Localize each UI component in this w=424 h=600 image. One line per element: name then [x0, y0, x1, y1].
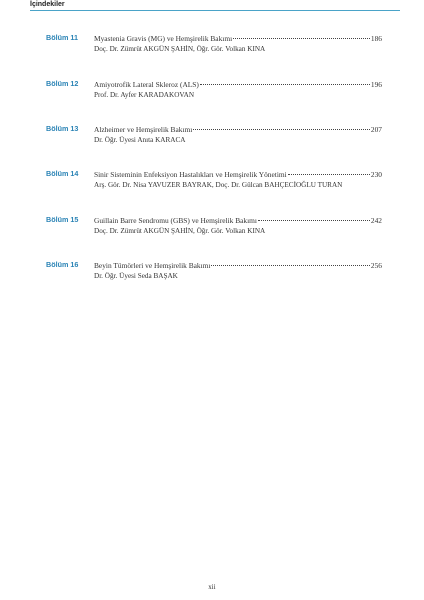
chapter-body: [94, 79, 382, 101]
chapter-title-line: [94, 33, 382, 44]
chapter-body: [94, 215, 382, 237]
chapter-number: Bölüm 11: [46, 33, 78, 42]
chapter-title[interactable]: Amiyotrofik Lateral Skleroz (ALS): [94, 80, 199, 89]
chapter-number: Bölüm 13: [46, 124, 79, 133]
header-title: İçindekiler: [30, 1, 65, 8]
dot-leader: [200, 84, 370, 85]
chapter-title[interactable]: Guillain Barre Sendromu (GBS) ve Hemşirelik Bakımı: [94, 216, 257, 225]
running-header: [30, 0, 400, 11]
chapter-page: 230: [370, 170, 382, 179]
chapter-title[interactable]: Myastenia Gravis (MG) ve Hemşirelik Bakımı: [94, 34, 233, 43]
chapter-title[interactable]: Alzheimer ve Hemşirelik Bakımı: [94, 125, 193, 134]
chapter-page: 207: [370, 125, 382, 134]
chapter-authors: Dr. Öğr. Üyesi Anıta KARACA: [94, 136, 186, 144]
chapter-title[interactable]: Sinir Sisteminin Enfeksiyon Hastalıkları ve Hemşirelik Yönetimi: [94, 170, 287, 179]
chapter-body: [94, 169, 382, 191]
dot-leader: [288, 174, 370, 175]
chapter-number: Bölüm 15: [46, 215, 79, 224]
dot-leader: [233, 38, 370, 39]
chapter-page: 196: [370, 80, 382, 89]
dot-leader: [258, 220, 370, 221]
chapter-page: 242: [370, 216, 382, 225]
chapter-number: Bölüm 14: [46, 169, 79, 178]
chapter-title-line: [94, 169, 382, 180]
chapter-title-line: [94, 215, 382, 226]
chapter-number: Bölüm 16: [46, 260, 79, 269]
chapter-title-line: [94, 124, 382, 135]
page-number: xii: [208, 583, 216, 591]
chapter-page: 186: [370, 34, 382, 43]
chapter-authors: Prof. Dr. Ayfer KARADAKOVAN: [94, 91, 195, 99]
chapter-body: [94, 260, 382, 282]
chapter-page: 256: [370, 261, 382, 270]
chapter-number: Bölüm 12: [46, 79, 79, 88]
dot-leader: [193, 129, 370, 130]
chapter-authors: Doç. Dr. Zümrüt AKGÜN ŞAHİN, Öğr. Gör. Volkan KINA: [94, 227, 266, 235]
chapter-body: [94, 124, 382, 146]
chapter-authors: Doç. Dr. Zümrüt AKGÜN ŞAHİN, Öğr. Gör. Volkan KINA: [94, 45, 266, 53]
chapter-authors: Dr. Öğr. Üyesi Seda BAŞAK: [94, 272, 178, 280]
chapter-title-line: [94, 79, 382, 90]
chapter-title-line: [94, 260, 382, 271]
chapter-title[interactable]: Beyin Tümörleri ve Hemşirelik Bakımı: [94, 261, 211, 270]
chapter-authors: Arş. Gör. Dr. Nisa YAVUZER BAYRAK, Doç. Dr. Gülcan BAHÇECİOĞLU TURAN: [94, 181, 343, 189]
dot-leader: [211, 265, 369, 266]
chapter-body: [94, 33, 382, 55]
